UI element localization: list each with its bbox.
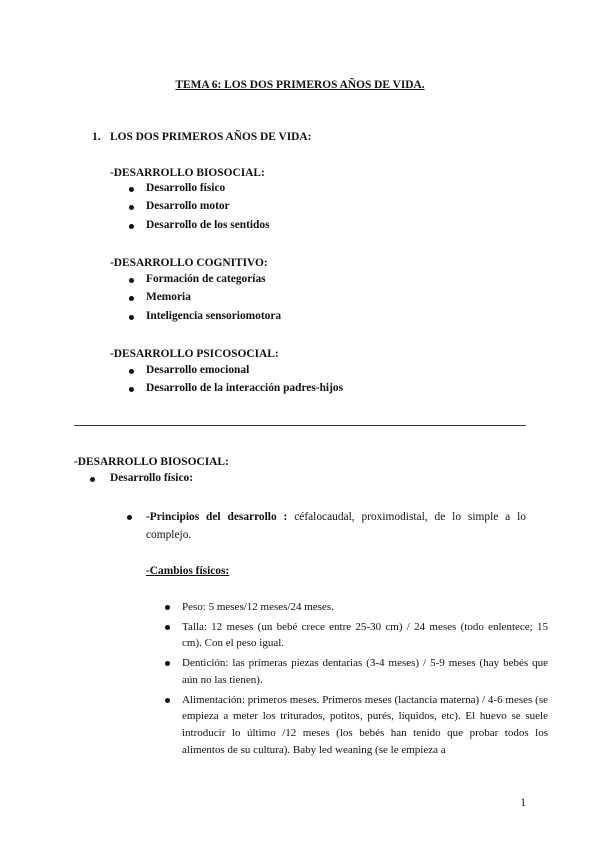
- bullet-icon: [127, 515, 132, 520]
- list-item: Memoria: [146, 290, 281, 308]
- detail-subheading: Desarrollo físico:: [110, 472, 193, 484]
- list-item: Alimentación: primeros meses. Primeros meses (lactancia materna) / 4-6 meses (se empieza a meter los triturados, potitos, purés, líquidos, etc). El huevo se suele introducir lo último /12 meses (los bebés han tenido que probar todos los alimentos de su cultura). Baby led weaning (se le empieza a: [182, 692, 548, 759]
- outline-heading-psicosocial: -DESARROLLO PSICOSOCIAL:: [110, 348, 279, 360]
- list-item: Dentición: las primeras piezas dentarias (3-4 meses) / 5-9 meses (hay bebés que aún no las tienen).: [182, 655, 548, 688]
- outline-list-cognitivo: [146, 272, 281, 327]
- list-item: Desarrollo emocional: [146, 363, 343, 381]
- principles-label: -Principios del desarrollo :: [146, 511, 288, 523]
- bullet-icon: [90, 477, 95, 482]
- changes-list: [182, 599, 548, 761]
- outline-heading-cognitivo: -DESARROLLO COGNITIVO:: [110, 257, 268, 269]
- changes-heading: -Cambios físicos:: [146, 565, 230, 577]
- list-item: Desarrollo de la interacción padres-hijos: [146, 381, 343, 399]
- separator-line: [74, 425, 526, 426]
- outline-heading-biosocial: -DESARROLLO BIOSOCIAL:: [110, 167, 265, 179]
- page-title: TEMA 6: LOS DOS PRIMEROS AÑOS DE VIDA.: [175, 79, 425, 91]
- list-item: Desarrollo de los sentidos: [146, 218, 270, 236]
- principles-text: céfalocaudal, proximodistal, de lo simple a lo complejo.: [146, 511, 526, 541]
- section-heading: LOS DOS PRIMEROS AÑOS DE VIDA:: [110, 131, 312, 143]
- list-item: Inteligencia sensoriomotora: [146, 309, 281, 327]
- outline-list-biosocial: [146, 181, 270, 236]
- list-item: Desarrollo motor: [146, 199, 270, 217]
- section-number: 1.: [92, 131, 101, 143]
- list-item: Peso: 5 meses/12 meses/24 meses.: [182, 599, 548, 616]
- outline-list-psicosocial: [146, 363, 343, 400]
- page-number: 1: [520, 797, 526, 809]
- list-item: Formación de categorías: [146, 272, 281, 290]
- detail-heading: -DESARROLLO BIOSOCIAL:: [74, 456, 229, 468]
- principles-paragraph: [146, 509, 526, 544]
- list-item: Desarrollo físico: [146, 181, 270, 199]
- list-item: Talla: 12 meses (un bebé crece entre 25-30 cm) / 24 meses (todo enlentece; 15 cm). Con el peso igual.: [182, 619, 548, 652]
